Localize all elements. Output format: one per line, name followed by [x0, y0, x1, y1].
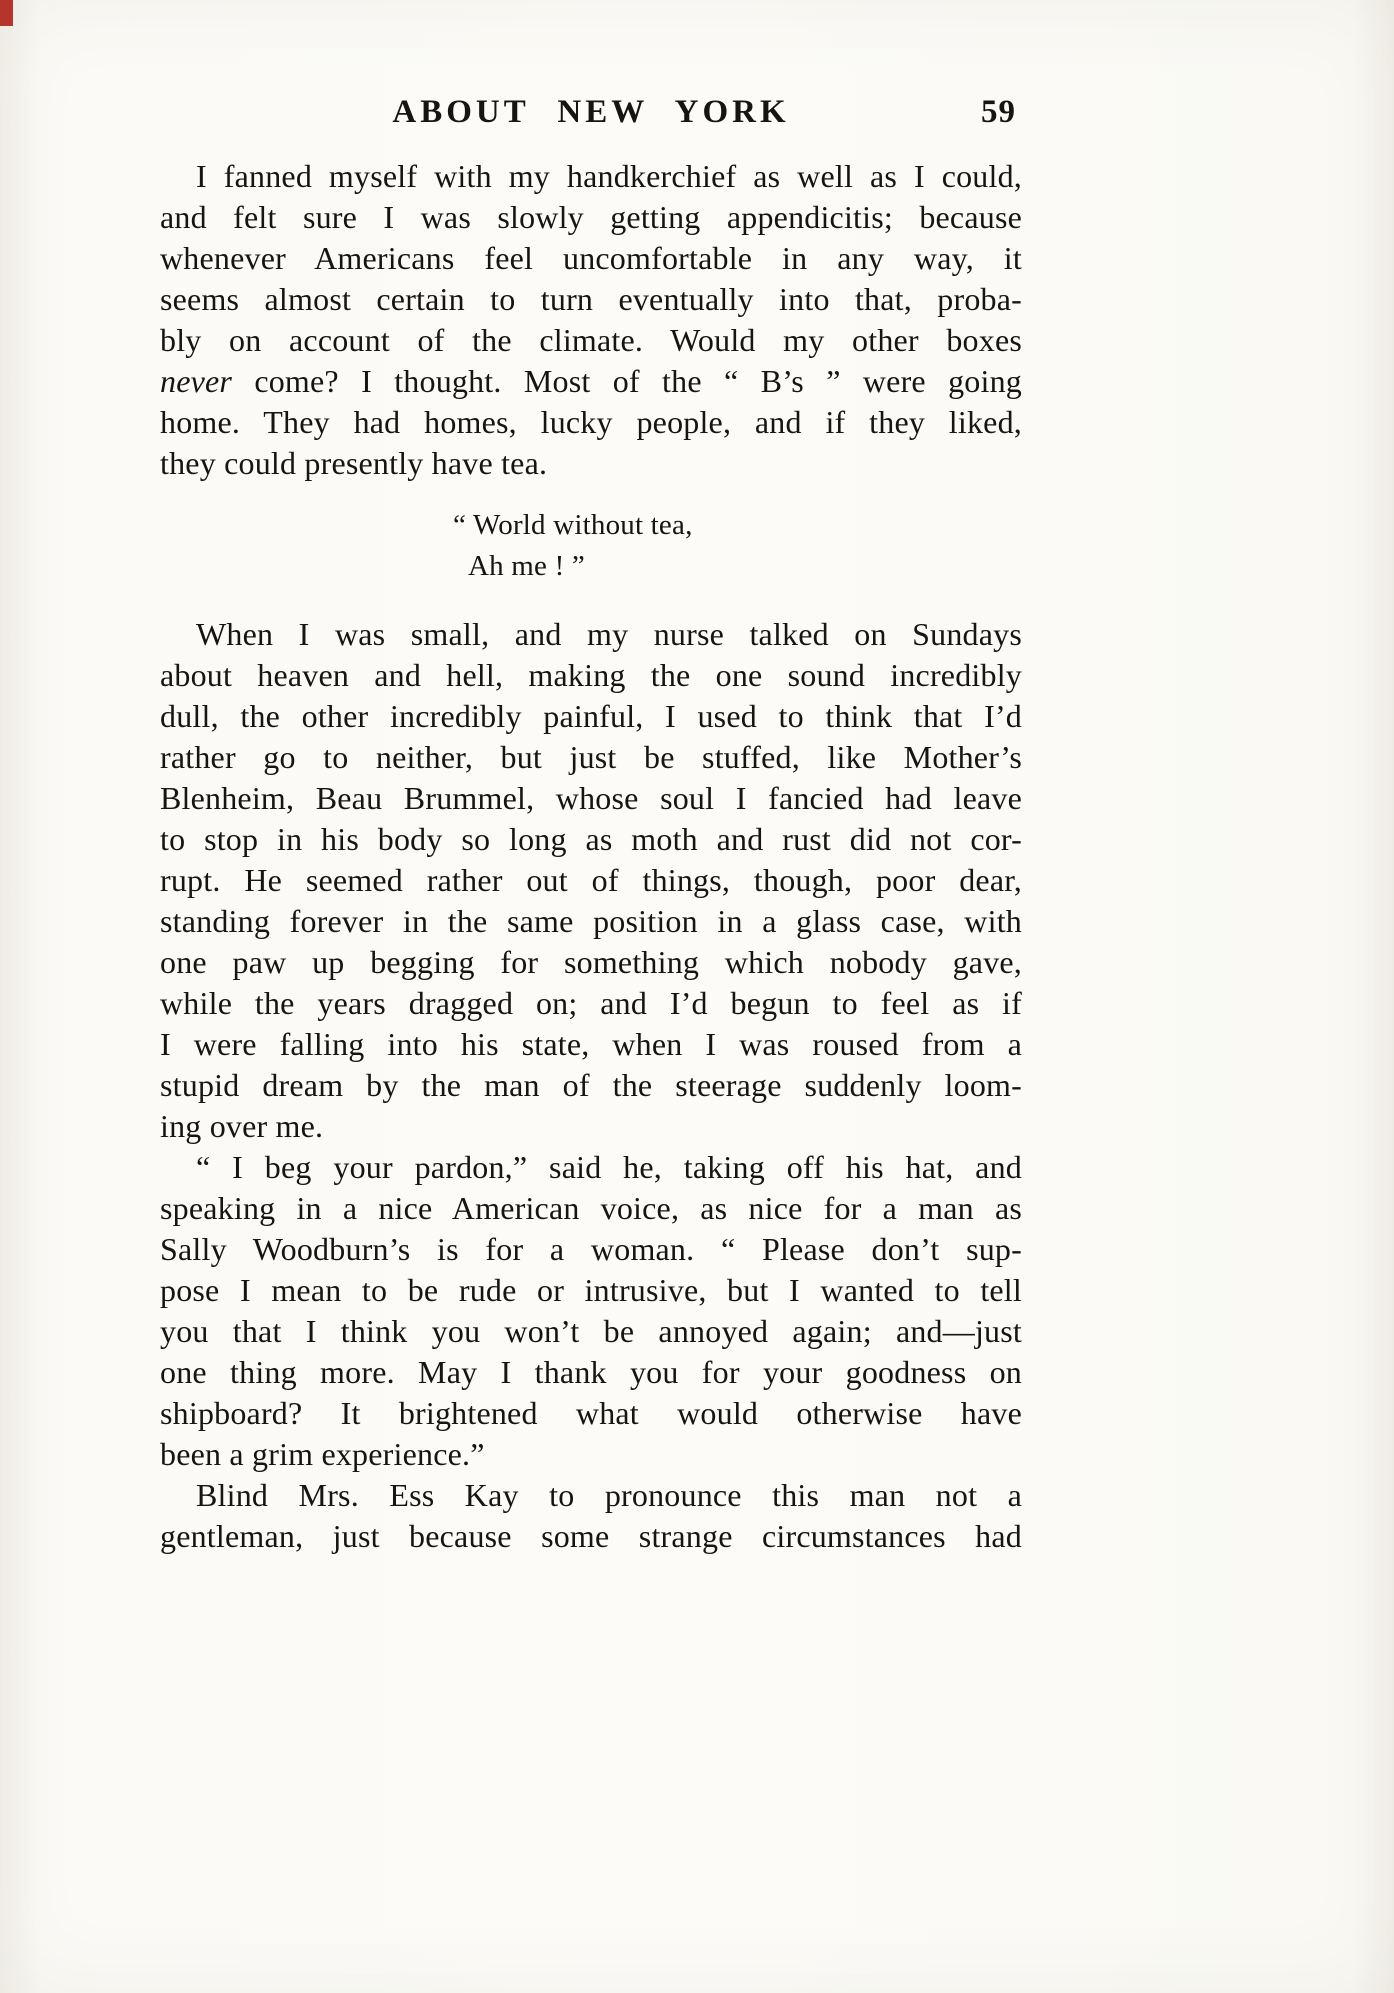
- text-line: rupt. He seemed rather out of things, though, poor dear,: [160, 862, 1022, 898]
- text-line: while the years dragged on; and I’d begun to feel as if: [160, 985, 1022, 1021]
- text-line: home. They had homes, lucky people, and if they liked,: [160, 404, 1022, 440]
- text-line: ing over me.: [160, 1108, 324, 1144]
- text-line: “ I beg your pardon,” said he, taking off his hat, and: [196, 1149, 1022, 1185]
- text-line: I were falling into his state, when I was roused from a: [160, 1026, 1022, 1062]
- text-line: speaking in a nice American voice, as nice for a man as: [160, 1190, 1022, 1226]
- text-line: I fanned myself with my handkerchief as well as I could,: [196, 158, 1022, 194]
- text-line: pose I mean to be rude or intrusive, but I wanted to tell: [160, 1272, 1022, 1308]
- paragraph: [160, 1147, 1022, 1475]
- text-line: bly on account of the climate. Would my other boxes: [160, 322, 1022, 358]
- paragraph: [160, 156, 1022, 484]
- text-line: standing forever in the same position in a glass case, with: [160, 903, 1022, 939]
- text-line: whenever Americans feel uncomfortable in any way, it: [160, 240, 1022, 276]
- text-line: they could presently have tea.: [160, 445, 548, 481]
- text-line: rather go to neither, but just be stuffed, like Mother’s: [160, 739, 1022, 775]
- text-line: you that I think you won’t be annoyed again; and—just: [160, 1313, 1022, 1349]
- text-line: “ World without tea,: [453, 509, 693, 541]
- text-line: seems almost certain to turn eventually into that, proba-: [160, 281, 1022, 317]
- text-line: and felt sure I was slowly getting appendicitis; because: [160, 199, 1022, 235]
- paragraph: [160, 614, 1022, 1147]
- scan-edge-artifact: [0, 0, 13, 26]
- text-line: Sally Woodburn’s is for a woman. “ Please don’t sup-: [160, 1231, 1022, 1267]
- paragraph: [160, 1475, 1022, 1557]
- page-header: [160, 94, 1022, 136]
- text-line: Blind Mrs. Ess Kay to pronounce this man not a: [196, 1477, 1022, 1513]
- text-line: shipboard? It brightened what would otherwise have: [160, 1395, 1022, 1431]
- text-line: When I was small, and my nurse talked on Sundays: [196, 616, 1022, 652]
- text-line: Blenheim, Beau Brummel, whose soul I fancied had leave: [160, 780, 1022, 816]
- italic-text: never: [160, 363, 233, 399]
- text-line: been a grim experience.”: [160, 1436, 485, 1472]
- text-line: to stop in his body so long as moth and rust did not cor-: [160, 821, 1022, 857]
- text-block: [160, 0, 1022, 1557]
- text-line: one thing more. May I thank you for your goodness on: [160, 1354, 1022, 1390]
- text-line: stupid dream by the man of the steerage suddenly loom-: [160, 1067, 1022, 1103]
- page-number: 59: [981, 94, 1016, 130]
- text-line: one paw up begging for something which nobody gave,: [160, 944, 1022, 980]
- text-line: dull, the other incredibly painful, I used to think that I’d: [160, 698, 1022, 734]
- text-line: gentleman, just because some strange circumstances had: [160, 1518, 1022, 1554]
- text-line: never come? I thought. Most of the “ B’s ” were going: [160, 363, 1022, 399]
- text-line: about heaven and hell, making the one sound incredibly: [160, 657, 1022, 693]
- verse-block: [160, 505, 1022, 587]
- text-line: Ah me ! ”: [468, 550, 585, 582]
- running-title: ABOUT NEW YORK: [392, 94, 790, 130]
- page-body: [160, 156, 1022, 1557]
